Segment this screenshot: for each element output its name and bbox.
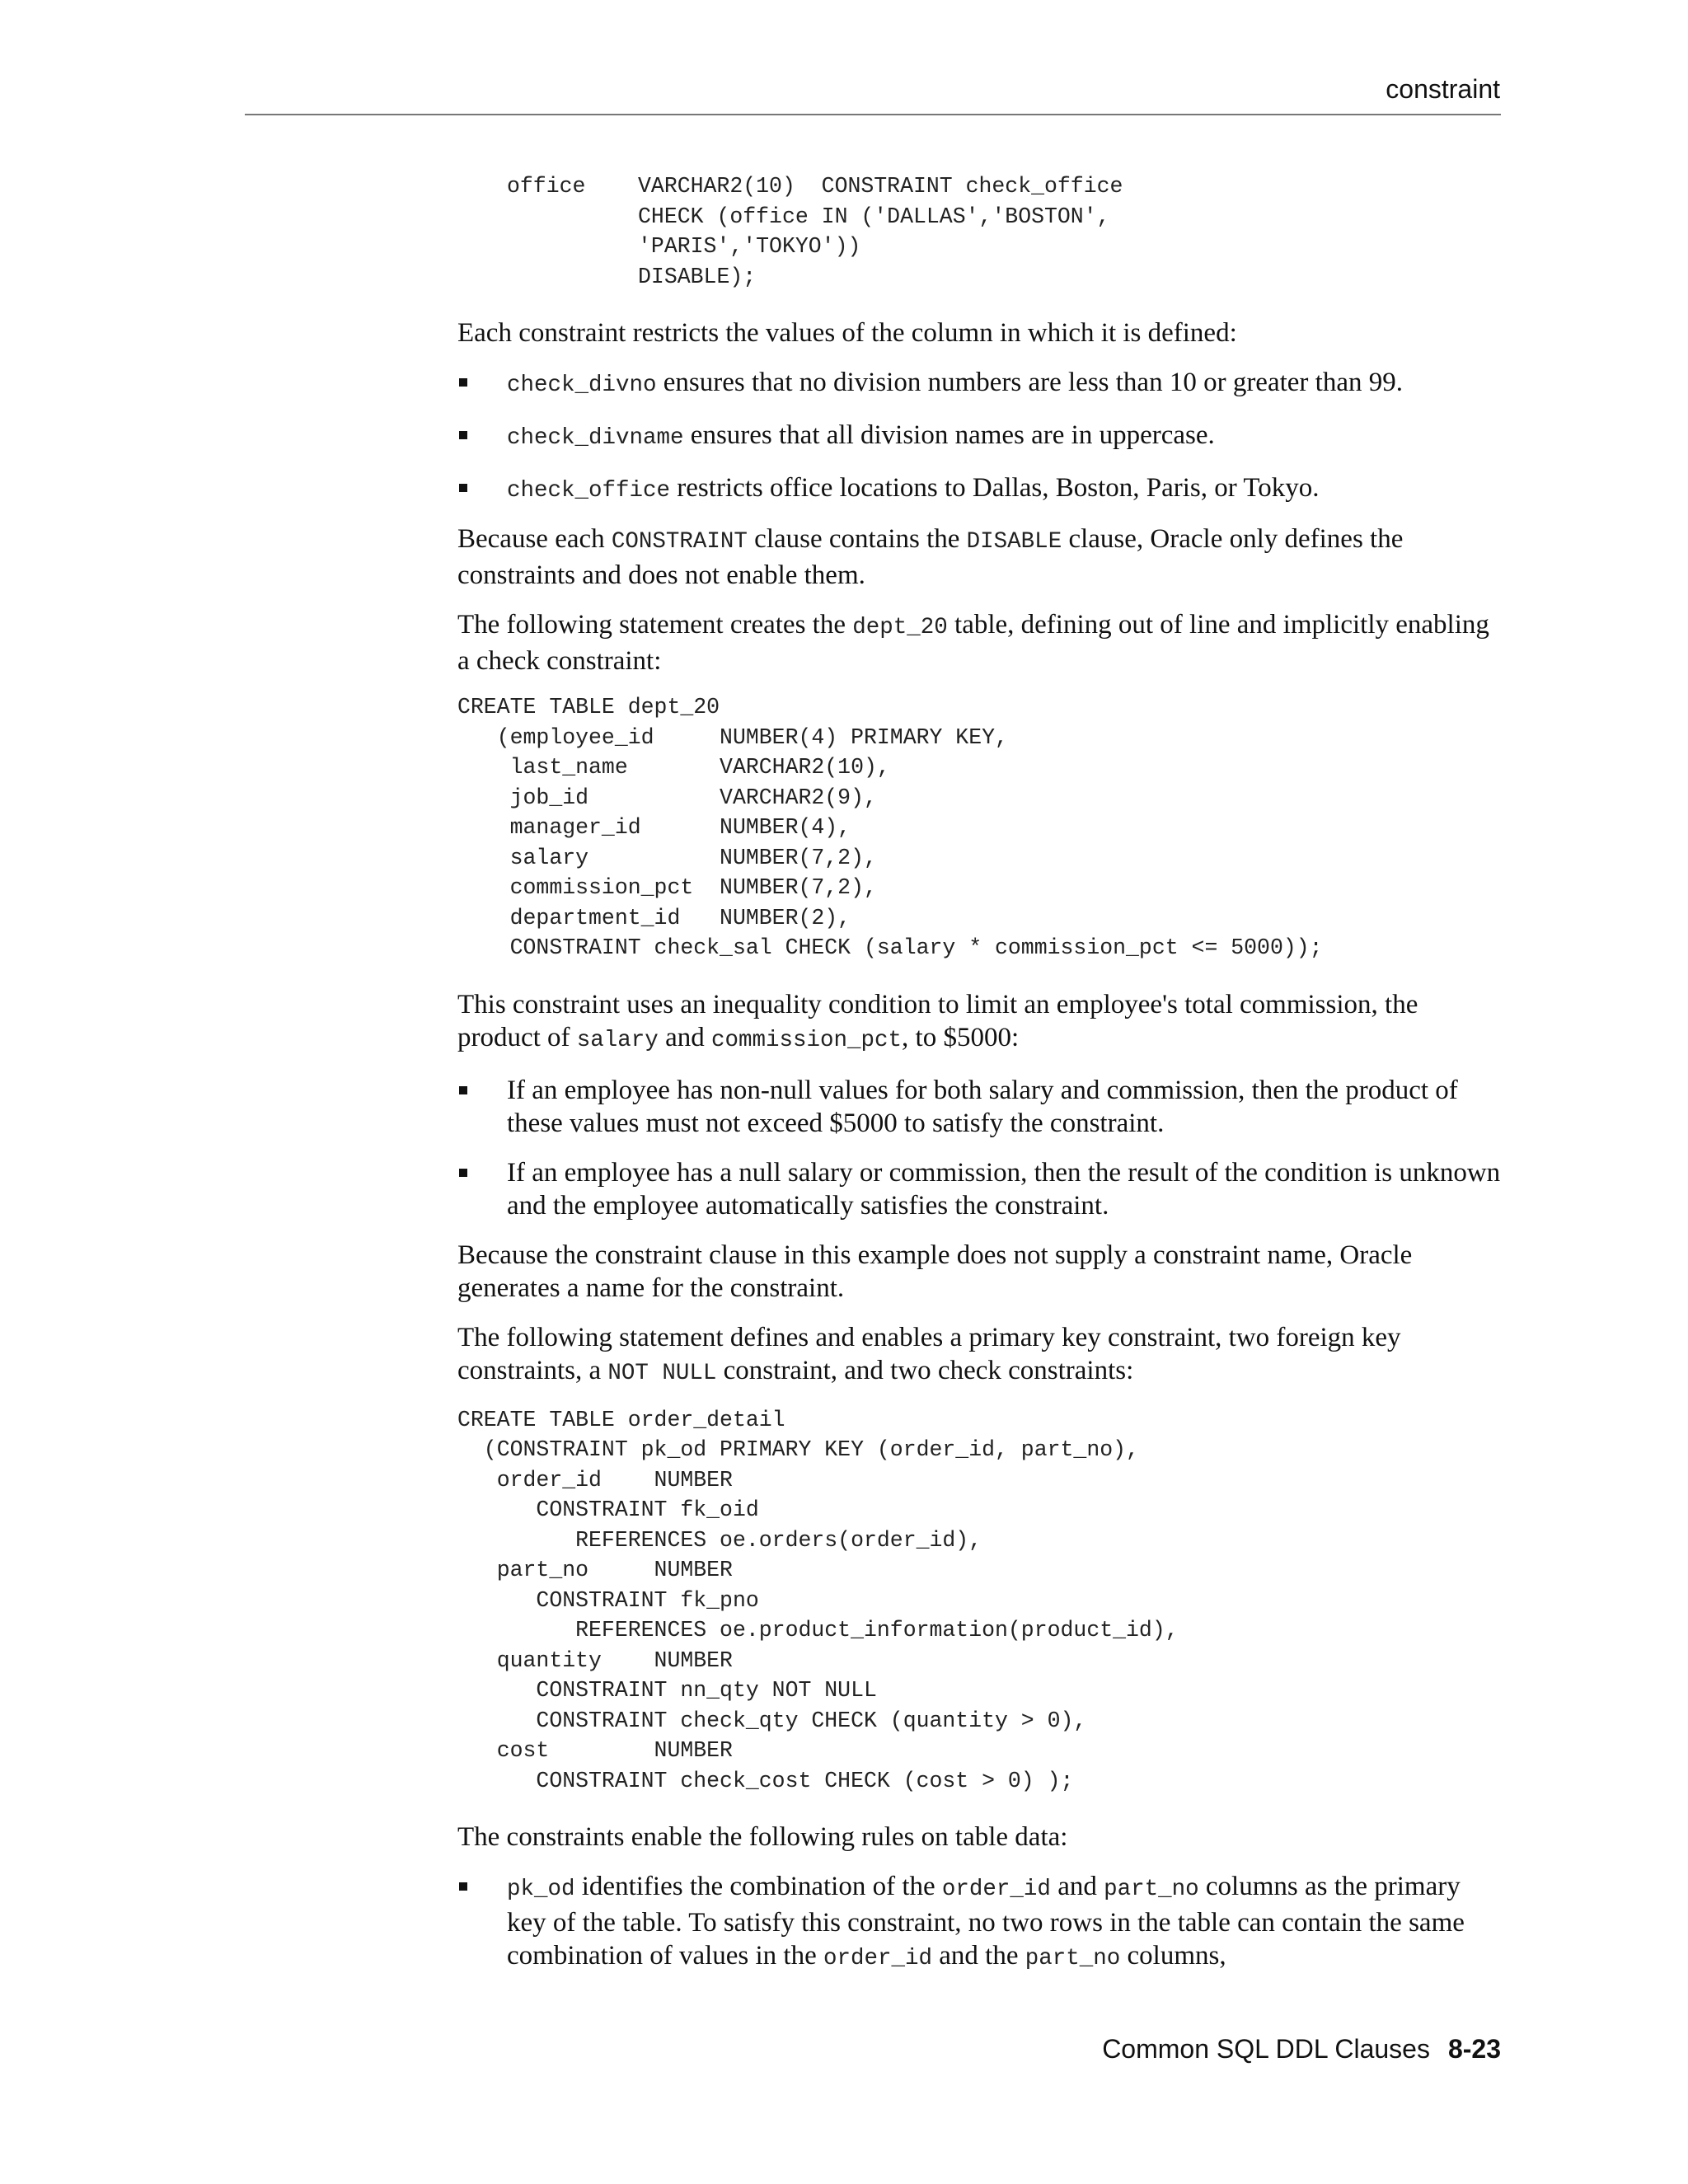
constraint-list — [457, 366, 1504, 508]
code-block-office-constraint: office VARCHAR2(10) CONSTRAINT check_office CHECK (office IN ('DALLAS','BOSTON', 'PARIS','TOKYO')) DISABLE); — [507, 174, 1123, 289]
page-footer — [1102, 2032, 1501, 2065]
list-item-text: ensures that no division numbers are less than 10 or greater than 99. — [656, 368, 1403, 397]
list-item-text: If an employee has a null salary or commission, then the result of the condition is unknown and the employee automatically satisfies the constraint. — [507, 1157, 1501, 1221]
inline-code: dept_20 — [852, 615, 948, 640]
code-block-order-detail: CREATE TABLE order_detail (CONSTRAINT pk_od PRIMARY KEY (order_id, part_no), order_id NUMBER CONSTRAINT fk_oid REFERENCES oe.orders(order_id), part_no NUMBER CONSTRAINT fk_pno REFERENCES oe.product_information(product_id), quantity NUMBER CONSTRAINT nn_qty NOT NULL CONSTRAINT check_qty CHECK (quantity > 0), cost NUMBER CONSTRAINT check_cost CHECK (cost > 0) ); — [457, 1407, 1179, 1793]
inline-code: commission_pct — [710, 1027, 903, 1053]
inline-code: pk_od — [507, 1877, 575, 1902]
inline-code: part_no — [1104, 1877, 1199, 1902]
list-item — [457, 1156, 1504, 1222]
bullet-icon — [459, 378, 467, 387]
header-divider — [245, 114, 1501, 115]
inline-code: NOT NULL — [607, 1360, 717, 1386]
paragraph-constraint-intro: Each constraint restricts the values of the column in which it is defined: — [457, 318, 1237, 348]
list-item — [457, 471, 1504, 508]
inline-code: part_no — [1025, 1946, 1121, 1971]
footer-section-title: Common SQL DDL Clauses — [1102, 2034, 1430, 2064]
list-item-text: If an employee has non-null values for both salary and commission, then the product of these values must not exceed $5000 to satisfy the constraint. — [507, 1075, 1458, 1138]
bullet-icon — [459, 484, 467, 492]
inline-code: order_id — [941, 1877, 1051, 1902]
paragraph-generated-name: Because the constraint clause in this example does not supply a constraint name, Oracle generates a name for the constraint. — [457, 1240, 1413, 1303]
bullet-icon — [459, 1882, 467, 1891]
list-item — [457, 1074, 1504, 1140]
paragraph-order-detail-intro: The following statement defines and enables a primary key constraint, two foreign key constraints, a NOT NULL constraint, and two check constraints: — [457, 1322, 1401, 1386]
inline-code: DISABLE — [966, 529, 1062, 555]
paragraph-dept20-intro: The following statement creates the dept_20 table, defining out of line and implicitly enabling a check constraint: — [457, 610, 1489, 676]
inline-code: check_divno — [507, 373, 657, 398]
bullet-icon — [459, 1086, 467, 1094]
inline-code: CONSTRAINT — [611, 529, 748, 555]
list-item: pk_od identifies the combination of the order_id and part_no columns as the primary key of the table. To satisfy this constraint, no two rows in the table can contain the same combination of values in the order_id and the part_no columns, — [457, 1870, 1504, 1975]
inline-code: check_divname — [507, 425, 684, 451]
commission-rules-list — [457, 1074, 1504, 1222]
list-item — [457, 366, 1504, 402]
list-item-text: restricts office locations to Dallas, Boston, Paris, or Tokyo. — [670, 473, 1320, 503]
list-item — [457, 419, 1504, 455]
paragraph-inequality-condition: This constraint uses an inequality condition to limit an employee's total commission, the product of salary and commission_pct, to $5000: — [457, 989, 1418, 1053]
page-content — [457, 171, 1504, 1975]
page-number: 8-23 — [1447, 2034, 1501, 2064]
paragraph-rules-intro: The constraints enable the following rules on table data: — [457, 1822, 1068, 1852]
order-detail-rules-list — [457, 1870, 1504, 1975]
list-item-text: ensures that all division names are in uppercase. — [683, 420, 1215, 450]
inline-code: check_office — [507, 478, 671, 504]
paragraph-disable-clause: Because each CONSTRAINT clause contains the DISABLE clause, Oracle only defines the constraints and does not enable them. — [457, 524, 1404, 590]
inline-code: order_id — [823, 1946, 933, 1971]
code-block-dept20: CREATE TABLE dept_20 (employee_id NUMBER(4) PRIMARY KEY, last_name VARCHAR2(10), job_id VARCHAR2(9), manager_id NUMBER(4), salary NUMBER(7,2), commission_pct NUMBER(7,2), department_id NUMBER(2), CONSTRAINT check_sal CHECK (salary * commission_pct <= 5000)); — [457, 695, 1323, 960]
inline-code: salary — [576, 1027, 659, 1053]
bullet-icon — [459, 1169, 467, 1177]
running-header: constraint — [1386, 74, 1500, 104]
bullet-icon — [459, 431, 467, 439]
